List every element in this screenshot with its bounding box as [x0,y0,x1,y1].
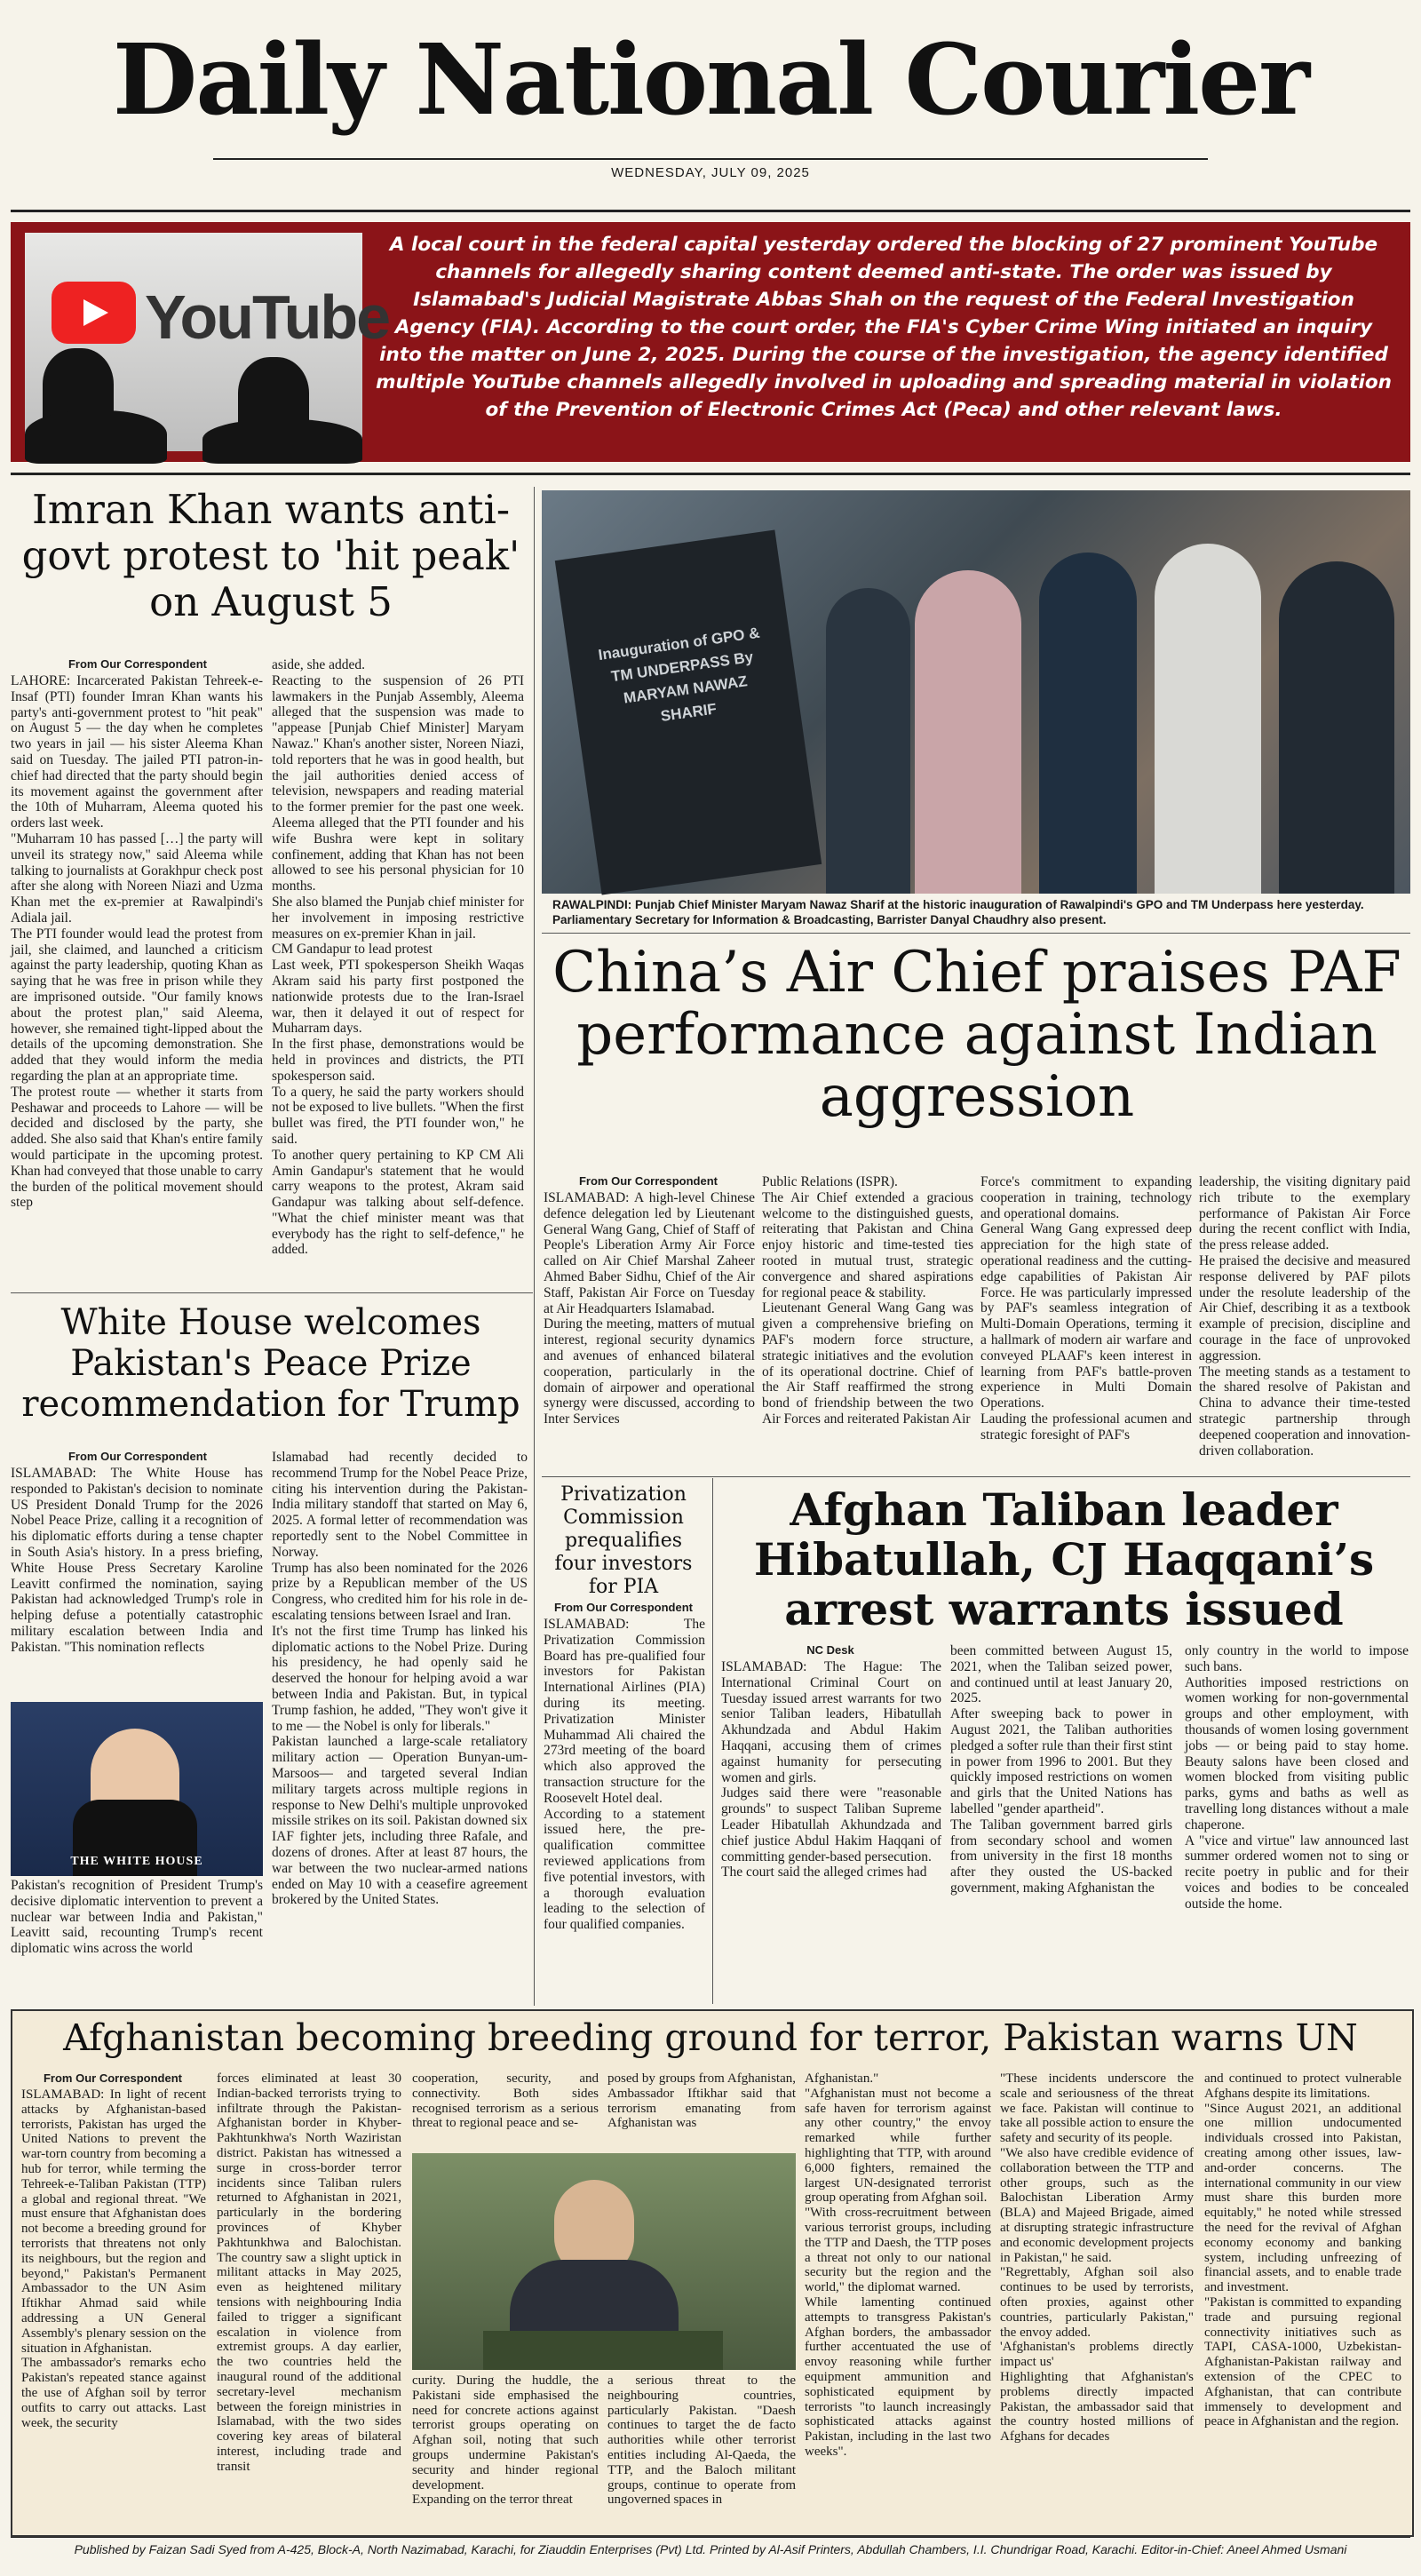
figure-official-4 [826,588,910,894]
whitehouse-col1b: Pakistan's recognition of President Trump's decisive diplomatic intervention to prevent a nuclear war between India and Pakistan," Leavitt said, recounting Trump's recent diplomatic wins across the world [11,1878,263,1957]
masthead-rule [213,158,1208,160]
china-col4: leadership, the visiting dignitary paid rich tribute to the exemplary performance of Pakistan Air Force during the recent conflict with India, the press release added. He praised the decisive and measured response delivered by PAF pilots under the resolute leadership of the Air Chief, describing it as a textbook example of precision, discipline and courage in the face of unprovoked aggression. The meeting stands as a testament to the shared resolve of Pakistan and China to advance their time-tested strategic partnership through deepened cooperation and innovation-driven collaboration. [1199,1174,1410,1459]
plaque-text: Inauguration of GPO & TM UNDERPASS By MARYAM NAWAZ SHARIF [597,624,761,725]
un-byline: From Our Correspondent [43,2071,182,2085]
issue-date: WEDNESDAY, JULY 09, 2025 [611,165,810,180]
china-col2: Public Relations (ISPR). The Air Chief extended a gracious welcome to the distinguished guests, reiterating that Pakistan and China enjoy historic and time-tested ties rooted in mutual trust, strategic convergence and shared aspirations for regional peace & stability. Lieutenant General Wang Gang was given a comprehensive briefing on PAF's modern force structure, strategic initiatives and the evolution of its operational doctrine. Chief of the Air Staff reaffirmed the strong bond of friendship between the two Air Forces and reiterated Pakistan Air [762,1174,973,1427]
rawalpindi-caption: RAWALPINDI: Punjab Chief Minister Maryam Nawaz Sharif at the historic inauguration of Rawalpindi's GPO and TM Underpass here yesterday. Parliamentary Secretary for Information & Broadcasting, Barrister Danyal Chaudhry also present. [552,898,1364,926]
un-col3-top: cooperation, security, and connectivity. Both sides recognised terrorism as a serious threat to regional peace and se- [412,2071,599,2131]
caption-rule [542,933,1410,934]
china-col3: Force's commitment to expanding cooperation in training, technology and operational domains. General Wang Gang expressed deep appreciation for the high state of operational readiness and the cutting-edge capabilities of Pakistan Air Force. He was particularly impressed by PAF's seamless integration of Multi-Domain Operations, terming it a hallmark of modern air warfare and conveyed PLAAF's keen interest in learning from PAF's battle-proven experience in Multi Domain Operations. Lauding the professional acumen and strategic foresight of PAF's [980,1174,1192,1443]
taliban-col3: only country in the world to impose such bans. Authorities imposed restrictions on women working for non-governmental groups and other employment, with thousands of women losing government jobs — or being paid to stay home. Beauty salons have been closed and women blocked from visiting public parks, gyms and baths as well as travelling long distances without a male chaperone. A "vice and virtue" law announced last summer ordered women not to sing or recite poetry in public and for their voices and bodies to be concealed outside the home. [1185,1643,1409,1912]
silhouette-right-body [202,419,362,464]
un-col5: Afghanistan." "Afghanistan must not become a safe haven for terrorism against any other country," the envoy remarked while further highlighting that TTP, with around 6,000 fighters, remained the largest UN-designated terrorist group operating from Afghan soil. "With cross-recruitment between various terrorist groups, including the TTP and Daesh, the TTP poses a threat not only to our national security but the region and the world," the diplomat warned. While lamenting continued attempts to transgress Pakistan's Afghan borders, the ambassador further accentuated the use of envoy reasoning while further equipment ammunition and sophisticated equipment by terrorists "to launch increasingly sophisticated attacks against Pakistan, including in the last two weeks". [805,2071,991,2459]
taliban-headline: Afghan Taliban leader Hibatullah, CJ Haqqani’s arrest warrants issued [753,1483,1375,1635]
podium [483,2331,723,2370]
china-col1: ISLAMABAD: A high-level Chinese defence delegation led by Lieutenant General Wang Gang, Chief of Staff of People's Liberation Army Air Force called on Air Chief Marshal Zaheer Ahmed Baber Sidhu, Chief of the Air Staff, Pakistan Air Force on Tuesday at Air Headquarters Islamabad. During the meeting, matters of mutual interest, regional security dynamics and avenues of enhanced bilateral cooperation, particularly in the domain of airpower and operational synergy were discussed, according to Inter Services [544,1190,755,1427]
leavitt-photo [11,1702,263,1876]
top-rule [11,210,1410,212]
taliban-col2: been committed between August 15, 2021, when the Taliban seized power, and continued until at least January 20, 2025. After sweeping back to power in August 2021, the Taliban authorities pledged a softer rule than their first stint in power from 1996 to 2001. But they quickly imposed restrictions on women and girls that the United Nations has labelled "gender apartheid". The Taliban government barred girls from secondary school and women from university in the first 18 months after they ousted the US-backed government, making Afghanistan the [950,1643,1172,1896]
left-column-rule [534,487,535,2006]
taliban-byline: NC Desk [806,1643,854,1657]
whitehouse-col1a: ISLAMABAD: The White House has responded to Pakistan's decision to nominate US President Donald Trump for the 2026 Nobel Peace Prize, calling it a recognition of his diplomatic efforts during a tense chapter in South Asia's history. In a press briefing, White House Press Secretary Karoline Leavitt confirmed the nomination, saying Pakistan had acknowledged Trump's role in helping defuse a potentially catastrophic military escalation between India and Pakistan. "This nomination reflects [11,1466,263,1655]
rawalpindi-photo [542,490,1410,894]
un-col3-bottom: curity. During the huddle, the Pakistani side emphasised the need for concrete actions against terrorist groups operating on Afghan soil, noting that such groups undermine Pakistan's security and hinder regional development. Expanding on the terror threat [412,2373,599,2508]
banner-text: A local court in the federal capital yesterday ordered the blocking of 27 prominent YouTube channels for allegedly sharing content deemed anti-state. The order was issued by Islamabad's Judicial Magistrate Abbas Shah on the request of the Federal Investigation Agency (FIA). According to the court order, the FIA's Cyber Crime Wing initiated an inquiry into the matter on June 2, 2025. During the course of the investigation, the agency identified multiple YouTube channels allegedly involved in uploading and spreading material in violation of the Prevention of Electronic Crimes Act (Peca) and other relevant laws. [376,234,1392,421]
un-headline: Afghanistan becoming breeding ground for terror, Pakistan warns UN [63,2016,1358,2059]
un-col4-bottom: a serious threat to the neighbouring countries, particularly Pakistan. "Daesh continues to target the de facto authorities while other terrorist entities including Al-Qaeda, the TTP, and the Baloch militant groups, continue to operate from ungoverned spaces in [607,2373,796,2508]
un-col2: forces eliminated at least 30 Indian-backed terrorists trying to infiltrate through the Pakistan-Afghanistan border in Khyber-Pakhtunkhwa's North Waziristan district. Pakistan has witnessed a surge in cross-border terror incidents since Taliban rulers returned to Afghanistan in 2021, particularly in the bordering provinces of Khyber Pakhtunkhwa and Balochistan. The country saw a slight uptick in militant attacks in May 2025, even as heightened military tensions with neighbouring India failed to trigger a significant escalation in violence from extremist groups. A day earlier, the two countries held the inaugural round of the additional secretary-level mechanism between the foreign ministries in Islamabad, with the two sides covering key areas of bilateral interest, including trade and transit [217,2071,401,2474]
whitehouse-col2: Islamabad had recently decided to recommend Trump for the Nobel Peace Prize, citing his intervention during the Pakistan-India military standoff that started on May 6, 2025. A formal letter of recommendation was reportedly sent to the Nobel Committee in Norway. Trump has also been nominated for the 2026 prize by a Republican member of the US Congress, who credited him for his role in de-escalating tensions between Israel and Iran. It's not the first time Trump has linked his diplomatic actions to the Nobel Prize. During his presidency, he had openly said he deserved the honour for helping avoid a war between India and Pakistan. But, in typical Trump fashion, he added, "They won't give it to me — the Nobel is only for liberals." Pakistan launched a large-scale retaliatory military action — Operation Bunyan-um-Marsoos— and targeted several Indian military targets across multiple regions in response to New Delhi's multiple unprovoked missile strikes on its soil. Pakistan downed six IAF fighter jets, including three Rafale, and dozens of drones. After at least 87 hours, the war between the two nuclear-armed nations ended on May 10 with a ceasefire agreement brokered by the United States. [272,1450,528,1908]
youtube-play-icon [52,282,136,344]
figure-official-3 [1279,561,1394,894]
imran-col1: LAHORE: Incarcerated Pakistan Tehreek-e-Insaf (PTI) founder Imran Khan wants his party's anti-government protest to "hit peak" on August 5 — the day when he completes two years in jail — his sister Aleema Khan said on Tuesday. The jailed PTI patron-in-chief had directed that the party should begin its movement against the government after the 10th of Muharram, Aleema quoted his orders last week. "Muharram 10 has passed […] the party will unveil its strategy now," said Aleema while talking to journalists at Gorakhpur check post after she along with Noreen Niazi and Uzma Khan met the ex-premier at Rawalpindi's Adiala jail. The PTI founder would lead the protest from jail, she claimed, and launched a criticism against the party leadership, quoting Khan as saying that he was free in prison while they are imprisoned outside. "Our family knows about the protest plan," said Aleema, however, she remained tight-lipped about the details of the upcoming demonstration. She added that they would inform the media regarding the plan at an appropriate time. The protest route — whether it starts from Peshawar and proceeds to Lahore — will be decided and disclosed by the party, she added. She also said that Khan's entire family would participate in the upcoming protest. Khan had conveyed that those unable to carry the burden of the political movement should step [11,673,263,1211]
un-col7: and continued to protect vulnerable Afghans despite its limitations. "Since August 2021, an additional one million undocumented individuals crossed into Pakistan, creating among other issues, law-and-order concerns. The international community in our view must share this burden more equitably," he noted while stressed the need for the revival of Afghan economy economy and banking system, including unfreezing of financial assets, and to enable trade and investment. "Pakistan is committed to expanding trade and pursuing regional connectivity initiatives such as TAPI, CASA-1000, Uzbekistan-Afghanistan-Pakistan railway and extension of the CPEC to Afghanistan, that can contribute immensely to development and peace in Afghanistan and the region. [1204,2071,1401,2429]
lower-right-top-rule [542,1476,1410,1477]
whitehouse-headline: White House welcomes Pakistan's Peace Prize recommendation for Trump [21,1302,520,1425]
whitehouse-byline: From Our Correspondent [67,1450,207,1463]
china-headline: China’s Air Chief praises PAF performance against Indian aggression [552,940,1401,1130]
imran-headline: Imran Khan wants anti-govt protest to 'hit peak' on August 5 [21,486,520,625]
whitehouse-top-rule [11,1292,533,1293]
privatization-body: ISLAMABAD: The Privatization Commission Board has pre-qualified four investors for Pakistan International Airlines (PIA) during its meeting. Privatization Minister Muhammad Ali chaired the 273rd meeting of the board which also approved the transaction structure for the Roosevelt Hotel deal. According to a statement issued here, the pre-qualification committee reviewed applications from five potential investors, with a thorough evaluation leading to the selection of four qualified companies. [544,1617,705,1933]
footer-rule [11,2537,1410,2538]
banner-rule [11,473,1410,475]
taliban-col1: ISLAMABAD: The Hague: The International Criminal Court on Tuesday issued arrest warrants for two senior Taliban leaders, Hibatullah Akhundzada and Abdul Hakim Haqqani, accusing them of crimes against humanity for persecuting women and girls. Judges said there were "reasonable grounds" to suspect Taliban Supreme Leader Hibatullah Akhundzada and chief justice Abdul Hakim Haqqani of committing gender-based persecution. The court said the alleged crimes had [721,1659,941,1880]
ambassador-photo [412,2153,796,2370]
figure-official-1 [1039,553,1137,894]
figure-official-2 [1155,544,1261,894]
figure-cm [915,570,1021,894]
youtube-photo [25,233,390,451]
photo-label: THE WHITE HOUSE [70,1855,203,1868]
silhouette-left-body [25,410,167,464]
masthead-title: Daily National Courier [112,22,1309,137]
privatization-headline: Privatization Commission prequalifies four investors for PIA [554,1483,693,1598]
un-col1: ISLAMABAD: In light of recent attacks by Afghanistan-based terrorists, Pakistan has urged the United Nations to prevent the war-torn country from becoming a hub for terror, while terming the Tehreek-e-Taliban Pakistan (TTP) a global and regional threat. "We must ensure that Afghanistan does not become a breeding ground for terrorists that threatens not only its neighbours, but the region and beyond," Pakistan's Permanent Ambassador to the UN Asim Iftikhar Ahmad said while addressing a UN General Assembly's plenary session on the situation in Afghanistan. The ambassador's remarks echo Pakistan's repeated stance against the use of Afghan soil by terror outfits to carry out attacks. Last week, the security [21,2087,206,2430]
china-byline: From Our Correspondent [578,1174,718,1188]
privatization-rule [712,1478,713,2004]
imprint-line: Published by Faizan Sadi Syed from A-425, Block-A, North Nazimabad, Karachi, for Ziauddin Enterprises (Pvt) Ltd. Printed by Al-Asif Printers, Abdullah Chambers, I.I. Chundrigar Road, Karachi. Editor-in-Chief: Aneel Ahmed Usmani [74,2542,1347,2556]
privatization-byline: From Our Correspondent [553,1601,693,1614]
youtube-logo-text: YouTube [145,282,390,352]
un-col4-top: posed by groups from Afghanistan, Ambassador Iftikhar said that terrorism emanating from Afghanistan was [607,2071,796,2131]
imran-col2: aside, she added. Reacting to the suspension of 26 PTI lawmakers in the Punjab Assembly, Aleema alleged that the suspension was made to "appease [Punjab Chief Minister] Maryam Nawaz." Khan's another sister, Noreen Niazi, told reporters that he was in good health, but the jail authorities denied access of television, newspapers and reading material to the former premier for the past one week. Aleema alleged that the PTI founder and his wife Bushra were kept in solitary confinement, adding that Khan has not been allowed to see his personal physician for 10 months. She also blamed the Punjab chief minister for her involvement in imposing restrictive measures on ex-premier Khan in jail. CM Gandapur to lead protest Last week, PTI spokesperson Sheikh Waqas Akram said his party first postponed the nationwide protests due to the Iran-Israel war, then it delayed it out of respect for Muharram days. In the first phase, demonstrations would be held in provinces and districts, the PTI spokesperson said. To a query, he said the party workers should not be exposed to live bullets. "When the first bullet was fired, the PTI founder won," he said. To another query pertaining to KP CM Ali Amin Gandapur's statement that he would carry weapons to the protest, Akram said Gandapur was talking about self-defence. "What the chief minister meant was that everybody has the right to self-defence," he added. [272,657,524,1258]
un-col6: "These incidents underscore the scale and seriousness of the threat we face. Pakistan will continue to take all possible action to ensure the safety and security of its people. "We also have credible evidence of collaboration between the TTP and other groups, such as the Balochistan Liberation Army (BLA) and Majeed Brigade, aimed at disrupting strategic infrastructure and economic development projects in Pakistan," he said. "Regrettably, Afghan soil also continues to be used by terrorists, often proxies, against other countries, particularly Pakistan," the envoy added. 'Afghanistan's problems directly impact us' Highlighting that Afghanistan's problems directly impacted Pakistan, the ambassador said that the country hosted millions of Afghans for decades [1000,2071,1194,2445]
imran-byline: From Our Correspondent [67,657,207,671]
